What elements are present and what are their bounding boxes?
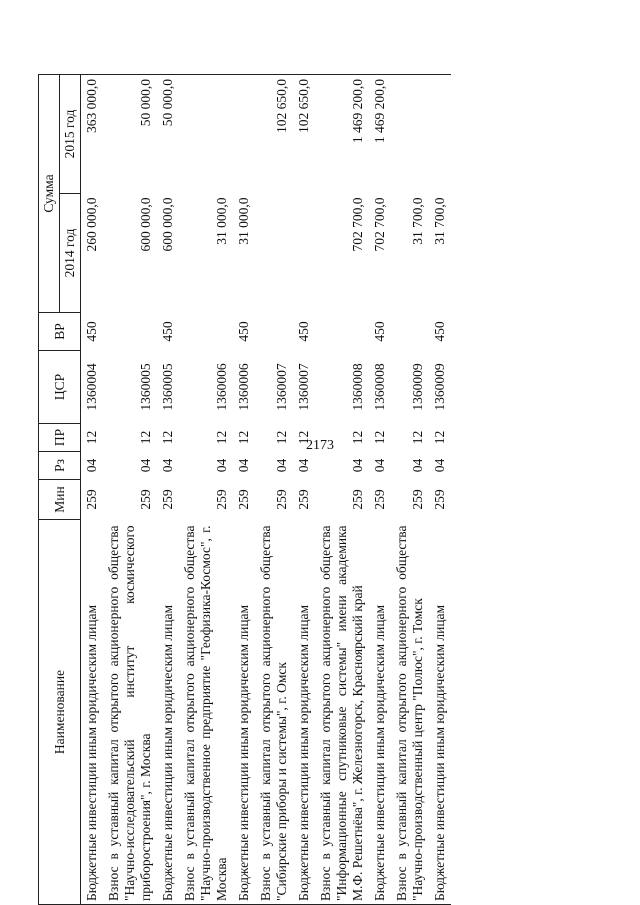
cell-vr: 450	[432, 321, 447, 342]
cell-y2015	[233, 74, 255, 193]
cell-min: 259	[84, 489, 99, 510]
table-row	[233, 74, 255, 904]
header-csr: ЦСР	[39, 351, 81, 424]
cell-y2014: 702 700,0	[350, 197, 365, 252]
header-min: Мин	[39, 480, 81, 520]
cell-pr: 12	[432, 430, 447, 445]
cell-pr: 12	[84, 430, 99, 445]
cell-y2014	[293, 194, 315, 313]
cell-name: Бюджетные инвестиции иным юридическим лицам	[81, 520, 104, 905]
cell-name: Бюджетные инвестиции иным юридическим лицам	[157, 520, 179, 905]
cell-min: 259	[138, 489, 153, 510]
cell-min: 259	[160, 489, 175, 510]
cell-csr: 1360008	[350, 363, 365, 411]
cell-vr	[315, 313, 369, 351]
cell-rz: 04	[372, 458, 387, 473]
header-sum: Сумма	[39, 74, 60, 312]
cell-rz: 04	[432, 458, 447, 473]
cell-y2015: 1 469 200,0	[315, 74, 369, 193]
cell-pr: 12	[138, 430, 153, 445]
table-row	[429, 74, 451, 904]
page-number: 2173	[306, 438, 334, 453]
cell-name: Бюджетные инвестиции иным юридическим лицам	[293, 520, 315, 905]
cell-vr: 450	[160, 321, 175, 342]
header-name: Наименование	[39, 520, 81, 905]
cell-y2015: 102 650,0	[255, 74, 293, 193]
header-pr: ПР	[39, 424, 81, 452]
cell-rz: 04	[274, 458, 289, 473]
cell-min: 259	[214, 489, 229, 510]
table-header	[39, 74, 81, 904]
cell-name: Бюджетные инвестиции иным юридическим лицам	[233, 520, 255, 905]
cell-vr: 450	[84, 321, 99, 342]
cell-vr: 450	[372, 321, 387, 342]
cell-min: 259	[410, 489, 425, 510]
cell-y2014: 31 700,0	[410, 197, 425, 245]
cell-rz: 04	[138, 458, 153, 473]
table-row	[293, 74, 315, 904]
cell-csr: 1360008	[372, 363, 387, 411]
cell-min: 259	[350, 489, 365, 510]
cell-pr: 12	[410, 430, 425, 445]
cell-y2015	[179, 74, 233, 193]
table-row	[255, 74, 293, 904]
cell-pr: 12	[296, 430, 311, 445]
table-row	[81, 74, 104, 904]
cell-y2014	[255, 194, 293, 313]
cell-rz: 04	[410, 458, 425, 473]
cell-pr: 12	[160, 430, 175, 445]
cell-min: 259	[296, 489, 311, 510]
cell-pr: 12	[236, 430, 251, 445]
cell-y2015	[391, 74, 429, 193]
cell-name: Взнос в уставный капитал открытого акционерного общества "Сибирские приборы и системы", г. Омск	[255, 520, 293, 905]
table-row	[315, 74, 369, 904]
cell-min: 259	[432, 489, 447, 510]
cell-y2014: 31 000,0	[236, 197, 251, 245]
cell-pr: 12	[372, 430, 387, 445]
cell-y2014: 31 700,0	[432, 197, 447, 245]
table-body	[81, 74, 452, 904]
cell-csr: 1360009	[410, 363, 425, 411]
cell-csr: 1360006	[236, 363, 251, 411]
cell-name: Бюджетные инвестиции иным юридическим лицам	[369, 520, 391, 905]
cell-csr: 1360007	[296, 363, 311, 411]
cell-y2014: 31 000,0	[214, 197, 229, 245]
cell-rz: 04	[236, 458, 251, 473]
cell-pr: 12	[214, 430, 229, 445]
cell-name: Взнос в уставный капитал открытого акционерного общества "Научно-производственное предприятие "Геофизика-Космос", г. Москва	[179, 520, 233, 905]
cell-y2015: 102 650,0	[293, 74, 315, 193]
cell-vr	[103, 313, 157, 351]
cell-rz: 04	[350, 458, 365, 473]
budget-table	[38, 74, 451, 905]
header-2015: 2015 год	[60, 74, 81, 193]
table-row	[369, 74, 391, 904]
cell-vr	[255, 313, 293, 351]
cell-y2015: 1 469 200,0	[369, 74, 391, 193]
cell-csr: 1360004	[84, 363, 99, 411]
table-row	[103, 74, 157, 904]
cell-y2015	[429, 74, 451, 193]
header-vr: ВР	[39, 313, 81, 351]
header-2014: 2014 год	[60, 194, 81, 313]
cell-y2014: 260 000,0	[84, 197, 99, 252]
cell-min: 259	[372, 489, 387, 510]
rotated-page-content	[38, 75, 613, 905]
cell-pr: 12	[350, 430, 365, 445]
table-row	[179, 74, 233, 904]
cell-min: 259	[274, 489, 289, 510]
cell-rz: 04	[160, 458, 175, 473]
table-row	[157, 74, 179, 904]
cell-csr: 1360005	[160, 363, 175, 411]
cell-pr: 12	[274, 430, 289, 445]
cell-vr	[391, 313, 429, 351]
cell-y2015: 50 000,0	[103, 74, 157, 193]
cell-y2014: 600 000,0	[138, 197, 153, 252]
cell-y2015: 50 000,0	[157, 74, 179, 193]
cell-name: Взнос в уставный капитал открытого акционерного общества "Научно-исследовательский институт космического приборостроения", г. Москва	[103, 520, 157, 905]
cell-min: 259	[236, 489, 251, 510]
cell-vr: 450	[296, 321, 311, 342]
cell-name: Взнос в уставный капитал открытого акционерного общества "Научно-производственный центр "Полюс", г. Томск	[391, 520, 429, 905]
cell-vr: 450	[236, 321, 251, 342]
cell-name: Бюджетные инвестиции иным юридическим лицам	[429, 520, 451, 905]
cell-rz: 04	[296, 458, 311, 473]
cell-csr: 1360005	[138, 363, 153, 411]
cell-csr: 1360007	[274, 363, 289, 411]
cell-rz: 04	[84, 458, 99, 473]
cell-vr	[179, 313, 233, 351]
cell-csr: 1360006	[214, 363, 229, 411]
cell-y2015: 363 000,0	[81, 74, 104, 193]
cell-y2014: 600 000,0	[160, 197, 175, 252]
cell-name: Взнос в уставный капитал открытого акционерного общества "Информационные спутниковые системы" имени академика М.Ф. Решетнёва", г. Железногорск, Красноярский край	[315, 520, 369, 905]
cell-y2014: 702 700,0	[372, 197, 387, 252]
cell-rz: 04	[214, 458, 229, 473]
cell-csr: 1360009	[432, 363, 447, 411]
table-row	[391, 74, 429, 904]
header-rz: Рз	[39, 452, 81, 480]
